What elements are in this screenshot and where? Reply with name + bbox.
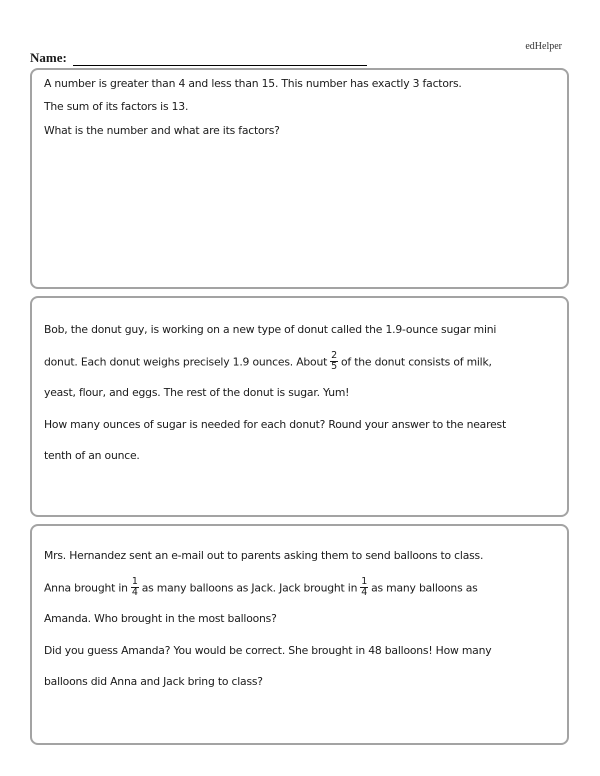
problem-box-1 xyxy=(30,68,569,289)
name-line xyxy=(73,52,367,66)
problem-1-line-1: A number is greater than 4 and less than 15. This number has exactly 3 factors. xyxy=(44,77,462,90)
fraction-two-fifths xyxy=(330,351,338,372)
problem-3-line-4: Did you guess Amanda? You would be correct. She brought in 48 balloons! How many xyxy=(44,643,492,657)
name-field xyxy=(30,50,367,66)
problem-3-line-2b: as many balloons as Jack. Jack brought in xyxy=(141,581,358,594)
problem-2-line-2a: donut. Each donut weighs precisely 1.9 ounces. About xyxy=(44,355,328,368)
problem-3-line-2c: as many balloons as xyxy=(371,581,478,594)
problem-1-line-3: What is the number and what are its factors? xyxy=(44,124,280,137)
problem-2-line-1: Bob, the donut guy, is working on a new type of donut called the 1.9-ounce sugar mini xyxy=(44,323,497,336)
problem-3-line-1: Mrs. Hernandez sent an e-mail out to parents asking them to send balloons to class. xyxy=(44,549,484,562)
fraction-denominator: 5 xyxy=(331,360,337,372)
fraction-numerator: 2 xyxy=(331,349,337,361)
problem-1-line-2: The sum of its factors is 13. xyxy=(44,100,189,113)
problem-2-line-2 xyxy=(44,349,567,384)
problem-box-3 xyxy=(30,524,569,745)
fraction-numerator: 1 xyxy=(361,575,368,587)
problem-3-line-3: Amanda. Who brought in the most balloons? xyxy=(44,612,277,625)
fraction-denominator: 4 xyxy=(131,586,138,598)
fraction-denominator: 4 xyxy=(361,586,368,598)
fraction-one-fourth-b xyxy=(360,577,368,598)
problem-3-line-2 xyxy=(44,575,567,610)
name-label: Name: xyxy=(30,50,67,65)
problem-box-2 xyxy=(30,296,569,517)
problem-3-line-5: balloons did Anna and Jack bring to class? xyxy=(44,675,263,688)
problem-2-line-4: How many ounces of sugar is needed for each donut? Round your answer to the nearest xyxy=(44,417,506,431)
problem-2-line-2b: of the donut consists of milk, xyxy=(341,355,492,368)
problem-3-line-2a: Anna brought in xyxy=(44,581,128,594)
problem-2-line-5: tenth of an ounce. xyxy=(44,449,140,462)
fraction-numerator: 1 xyxy=(131,575,138,587)
brand-label: edHelper xyxy=(525,41,562,52)
problem-2-line-3: yeast, flour, and eggs. The rest of the donut is sugar. Yum! xyxy=(44,386,350,399)
fraction-one-fourth-a xyxy=(131,577,139,598)
